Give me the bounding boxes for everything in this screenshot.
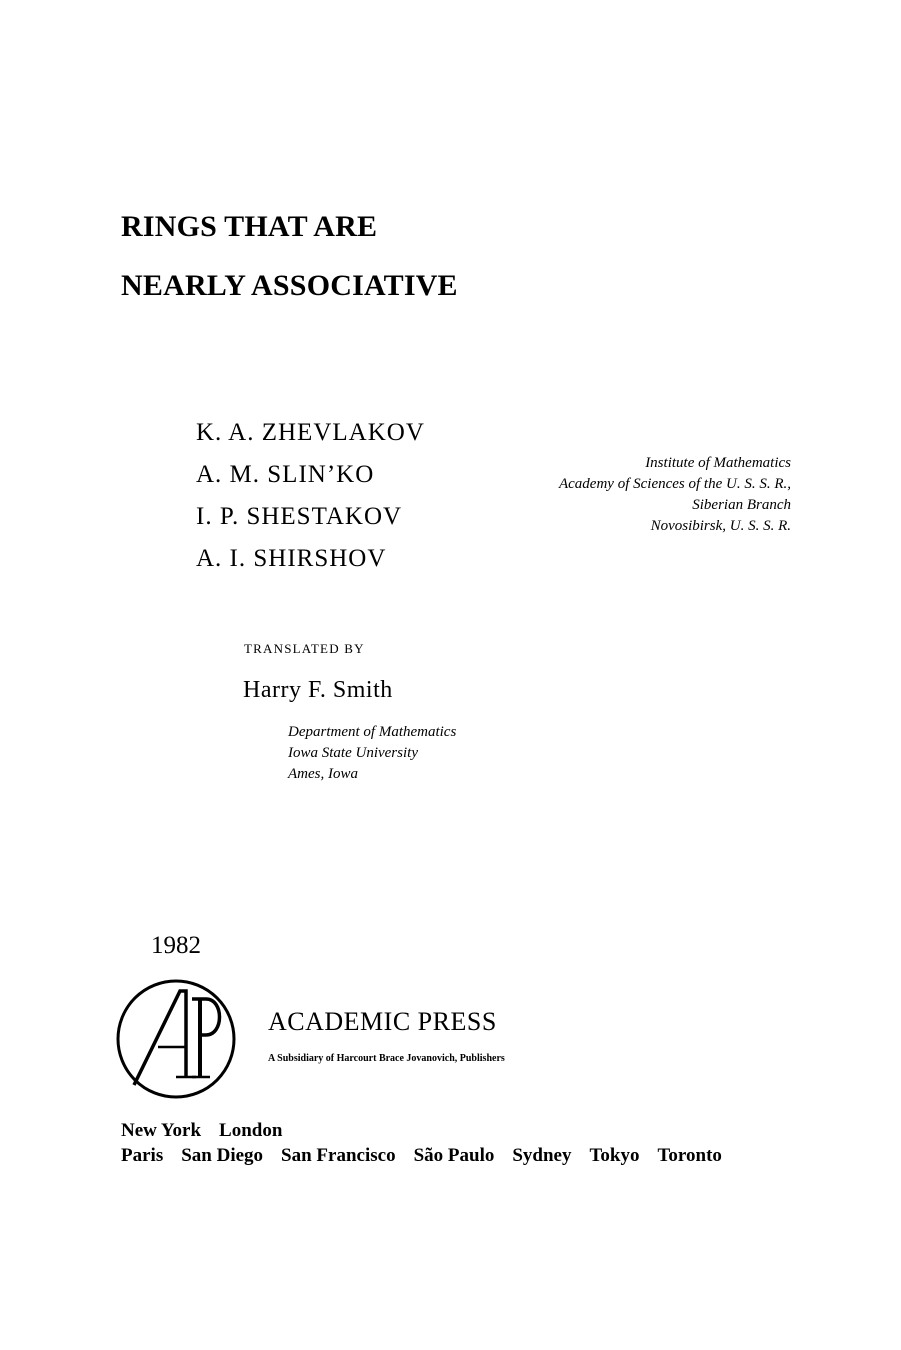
publication-year: 1982 (151, 932, 201, 959)
author-3: I. P. SHESTAKOV (196, 503, 403, 530)
affiliation-line: Institute of Mathematics (645, 455, 791, 471)
translator-affiliation-line: Department of Mathematics (288, 724, 457, 740)
affiliation-line: Novosibirsk, U. S. S. R. (650, 518, 791, 534)
academic-press-logo (114, 977, 238, 1101)
city: San Francisco (281, 1145, 396, 1166)
title-line-2: NEARLY ASSOCIATIVE (121, 269, 458, 302)
translator-name: Harry F. Smith (243, 677, 393, 703)
cities-row-1 (121, 1120, 282, 1142)
cities-row-2 (121, 1145, 722, 1167)
translator-affiliation-line: Iowa State University (288, 745, 418, 761)
author-affiliation (559, 453, 791, 537)
author-4: A. I. SHIRSHOV (196, 545, 387, 572)
city: San Diego (181, 1145, 264, 1166)
translated-by-label: TRANSLATED BY (244, 641, 365, 656)
author-1: K. A. ZHEVLAKOV (196, 419, 425, 446)
affiliation-line: Academy of Sciences of the U. S. S. R., (558, 476, 791, 492)
translator-affiliation-line: Ames, Iowa (288, 766, 358, 782)
title-line-1: RINGS THAT ARE (121, 210, 378, 243)
publisher-name: ACADEMIC PRESS (268, 1007, 497, 1036)
city: London (219, 1120, 283, 1141)
city: Toronto (657, 1145, 722, 1166)
city: Paris (121, 1145, 164, 1166)
translator-affiliation (288, 722, 456, 785)
city: Sydney (512, 1145, 572, 1166)
publisher-subsidiary: A Subsidiary of Harcourt Brace Jovanovich, Publishers (268, 1053, 505, 1064)
city: São Paulo (413, 1145, 495, 1166)
city: New York (121, 1120, 202, 1141)
author-2: A. M. SLIN’KO (196, 461, 375, 488)
affiliation-line: Siberian Branch (692, 497, 791, 513)
ap-logo-icon (114, 977, 238, 1101)
city: Tokyo (589, 1145, 640, 1166)
